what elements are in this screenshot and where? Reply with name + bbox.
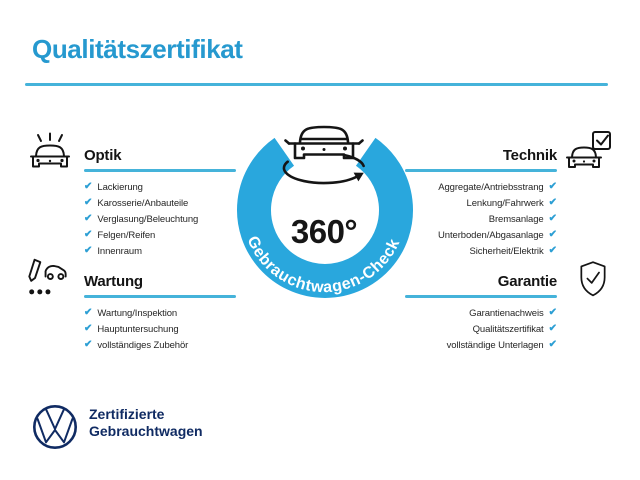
check-icon: ✔ [84, 307, 93, 318]
list-item: vollständige Unterlagen ✔ [446, 339, 557, 351]
check-icon: ✔ [548, 181, 557, 192]
check-icon: ✔ [84, 323, 93, 334]
brand-claim-line2: Gebrauchtwagen [89, 423, 203, 439]
optik-list [84, 179, 306, 259]
check-icon: ✔ [84, 245, 93, 256]
garantie-rule [405, 295, 557, 298]
list-item: ✔ vollständiges Zubehör [84, 339, 189, 351]
car-checkbox-icon [564, 130, 612, 174]
section-title-optik: Optik [84, 147, 122, 164]
technik-rule [405, 169, 557, 172]
list-item: ✔ Hauptuntersuchung [84, 323, 179, 335]
check-icon: ✔ [548, 197, 557, 208]
list-item: Qualitätszertifikat ✔ [472, 323, 557, 335]
wartung-list [84, 305, 306, 353]
section-title-technik: Technik [502, 147, 557, 164]
car-shine-icon [27, 131, 73, 173]
check-icon: ✔ [84, 197, 93, 208]
degree-label: 360° [290, 213, 358, 250]
technik-list [335, 179, 557, 259]
check-icon: ✔ [548, 339, 557, 350]
brand-claim-line1: Zertifizierte [89, 406, 165, 422]
list-item: Aggregate/Antriebsstrang ✔ [438, 181, 557, 193]
optik-rule [84, 169, 236, 172]
check-icon: ✔ [84, 213, 93, 224]
list-item: Unterboden/Abgasanlage ✔ [438, 229, 557, 241]
shield-check-icon [575, 260, 611, 298]
list-item: ✔ Innenraum [84, 245, 142, 257]
list-item: ✔ Lackierung [84, 181, 143, 193]
section-title-wartung: Wartung [84, 273, 143, 290]
list-item: ✔ Felgen/Reifen [84, 229, 156, 241]
check-icon: ✔ [84, 181, 93, 192]
check-icon: ✔ [84, 339, 93, 350]
car-rotate-icon [284, 127, 364, 183]
check-icon: ✔ [548, 229, 557, 240]
wartung-rule [84, 295, 236, 298]
brand-claim [89, 406, 203, 440]
ring-label: Gebrauchtwagen-Check [243, 233, 404, 297]
vw-logo [32, 404, 78, 450]
list-item: Garantienachweis ✔ [469, 307, 557, 319]
garantie-list [335, 305, 557, 353]
list-item: Bremsanlage ✔ [488, 213, 557, 225]
page-title: Qualitätszertifikat [32, 34, 243, 64]
check-icon: ✔ [548, 323, 557, 334]
check-icon: ✔ [548, 245, 557, 256]
list-item: ✔ Wartung/Inspektion [84, 307, 178, 319]
list-item: Lenkung/Fahrwerk ✔ [466, 197, 557, 209]
list-item: ✔ Karosserie/Anbauteile [84, 197, 189, 209]
pencil-car-icon [25, 257, 69, 297]
list-item: Sicherheit/Elektrik ✔ [469, 245, 557, 257]
section-title-garantie: Garantie [497, 273, 557, 290]
list-item: ✔ Verglasung/Beleuchtung [84, 213, 199, 225]
check-icon: ✔ [84, 229, 93, 240]
check-icon: ✔ [548, 307, 557, 318]
check-icon: ✔ [548, 213, 557, 224]
